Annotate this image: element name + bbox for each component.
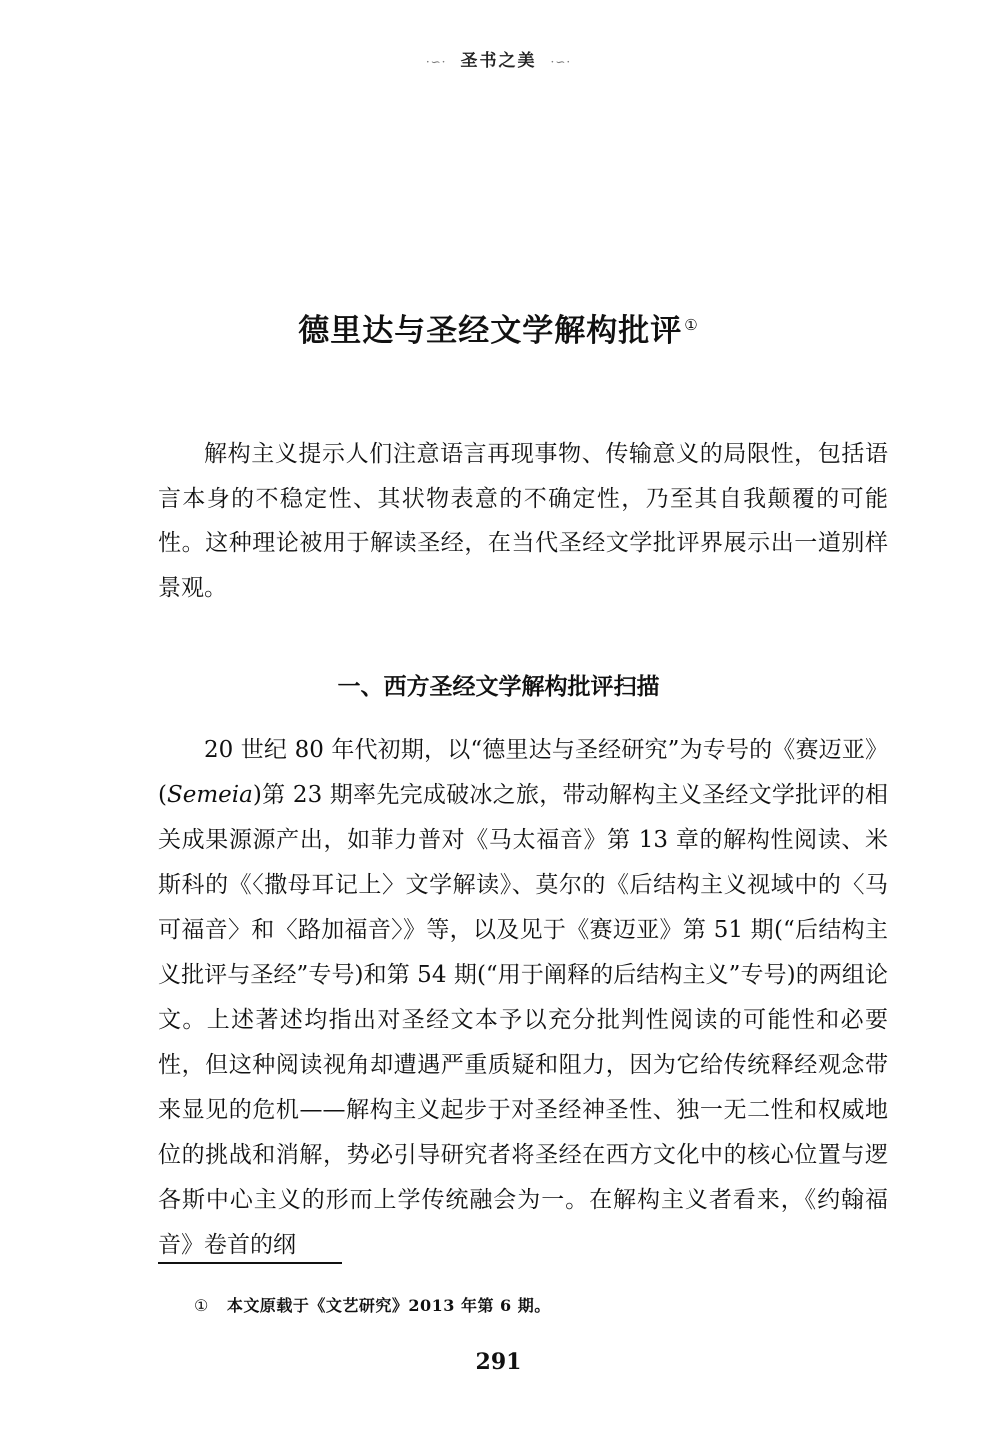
lead-paragraph: 解构主义提示人们注意语言再现事物、传输意义的局限性，包括语言本身的不稳定性、其状物表意的不确定性，乃至其自我颠覆的可能性。这种理论被用于解读圣经，在当代圣经文学批评界展示出一道别样景观。: [158, 441, 888, 601]
article-title: [0, 305, 997, 350]
body-text-part1: 20 世纪 80 年代初期，以“德里达与圣经研究”为专号的《赛迈亚》(: [158, 737, 888, 808]
article-title-text: 德里达与圣经文学解构批评: [298, 313, 683, 349]
footnote-reference-mark[interactable]: ①: [684, 315, 699, 334]
section-heading: 一、西方圣经文学解构批评扫描: [337, 674, 660, 700]
body-paragraph: [158, 728, 888, 1268]
footnote-mark: ①: [194, 1296, 209, 1315]
journal-latin-name: Semeia: [166, 782, 253, 808]
running-head-ornament-right: ·∽·: [550, 55, 572, 69]
running-head: [0, 46, 997, 71]
running-head-text: 圣书之美: [460, 51, 537, 71]
footnote: [194, 1293, 551, 1316]
running-head-ornament-left: ·∽·: [425, 55, 447, 69]
footnote-divider: [158, 1262, 342, 1264]
footnote-text: 本文原载于《文艺研究》2013 年第 6 期。: [226, 1296, 551, 1315]
page-number: 291: [475, 1349, 522, 1375]
body-text-part2: )第 23 期率先完成破冰之旅，带动解构主义圣经文学批评的相关成果源源产出，如菲力普对《马太福音》第 13 章的解构性阅读、米斯科的《〈撒母耳记上〉文学解读》、莫尔的《后结构主义视域中的〈马可福音〉和〈路加福音〉》等，以及见于《赛迈亚》第 51 期(“后结构主义批评与圣经”专号)和第 54 期(“用于阐释的后结构主义”专号)的两组论文。上述著述均指出对圣经文本予以充分批判性阅读的可能性和必要性，但这种阅读视角却遭遇严重质疑和阻力，因为它给传统释经观念带来显见的危机——解构主义起步于对圣经神圣性、独一无二性和权威地位的挑战和消解，势必引导研究者将圣经在西方文化中的核心位置与逻各斯中心主义的形而上学传统融会为一。在解构主义者看来，《约翰福音》卷首的纲: [158, 782, 888, 1258]
